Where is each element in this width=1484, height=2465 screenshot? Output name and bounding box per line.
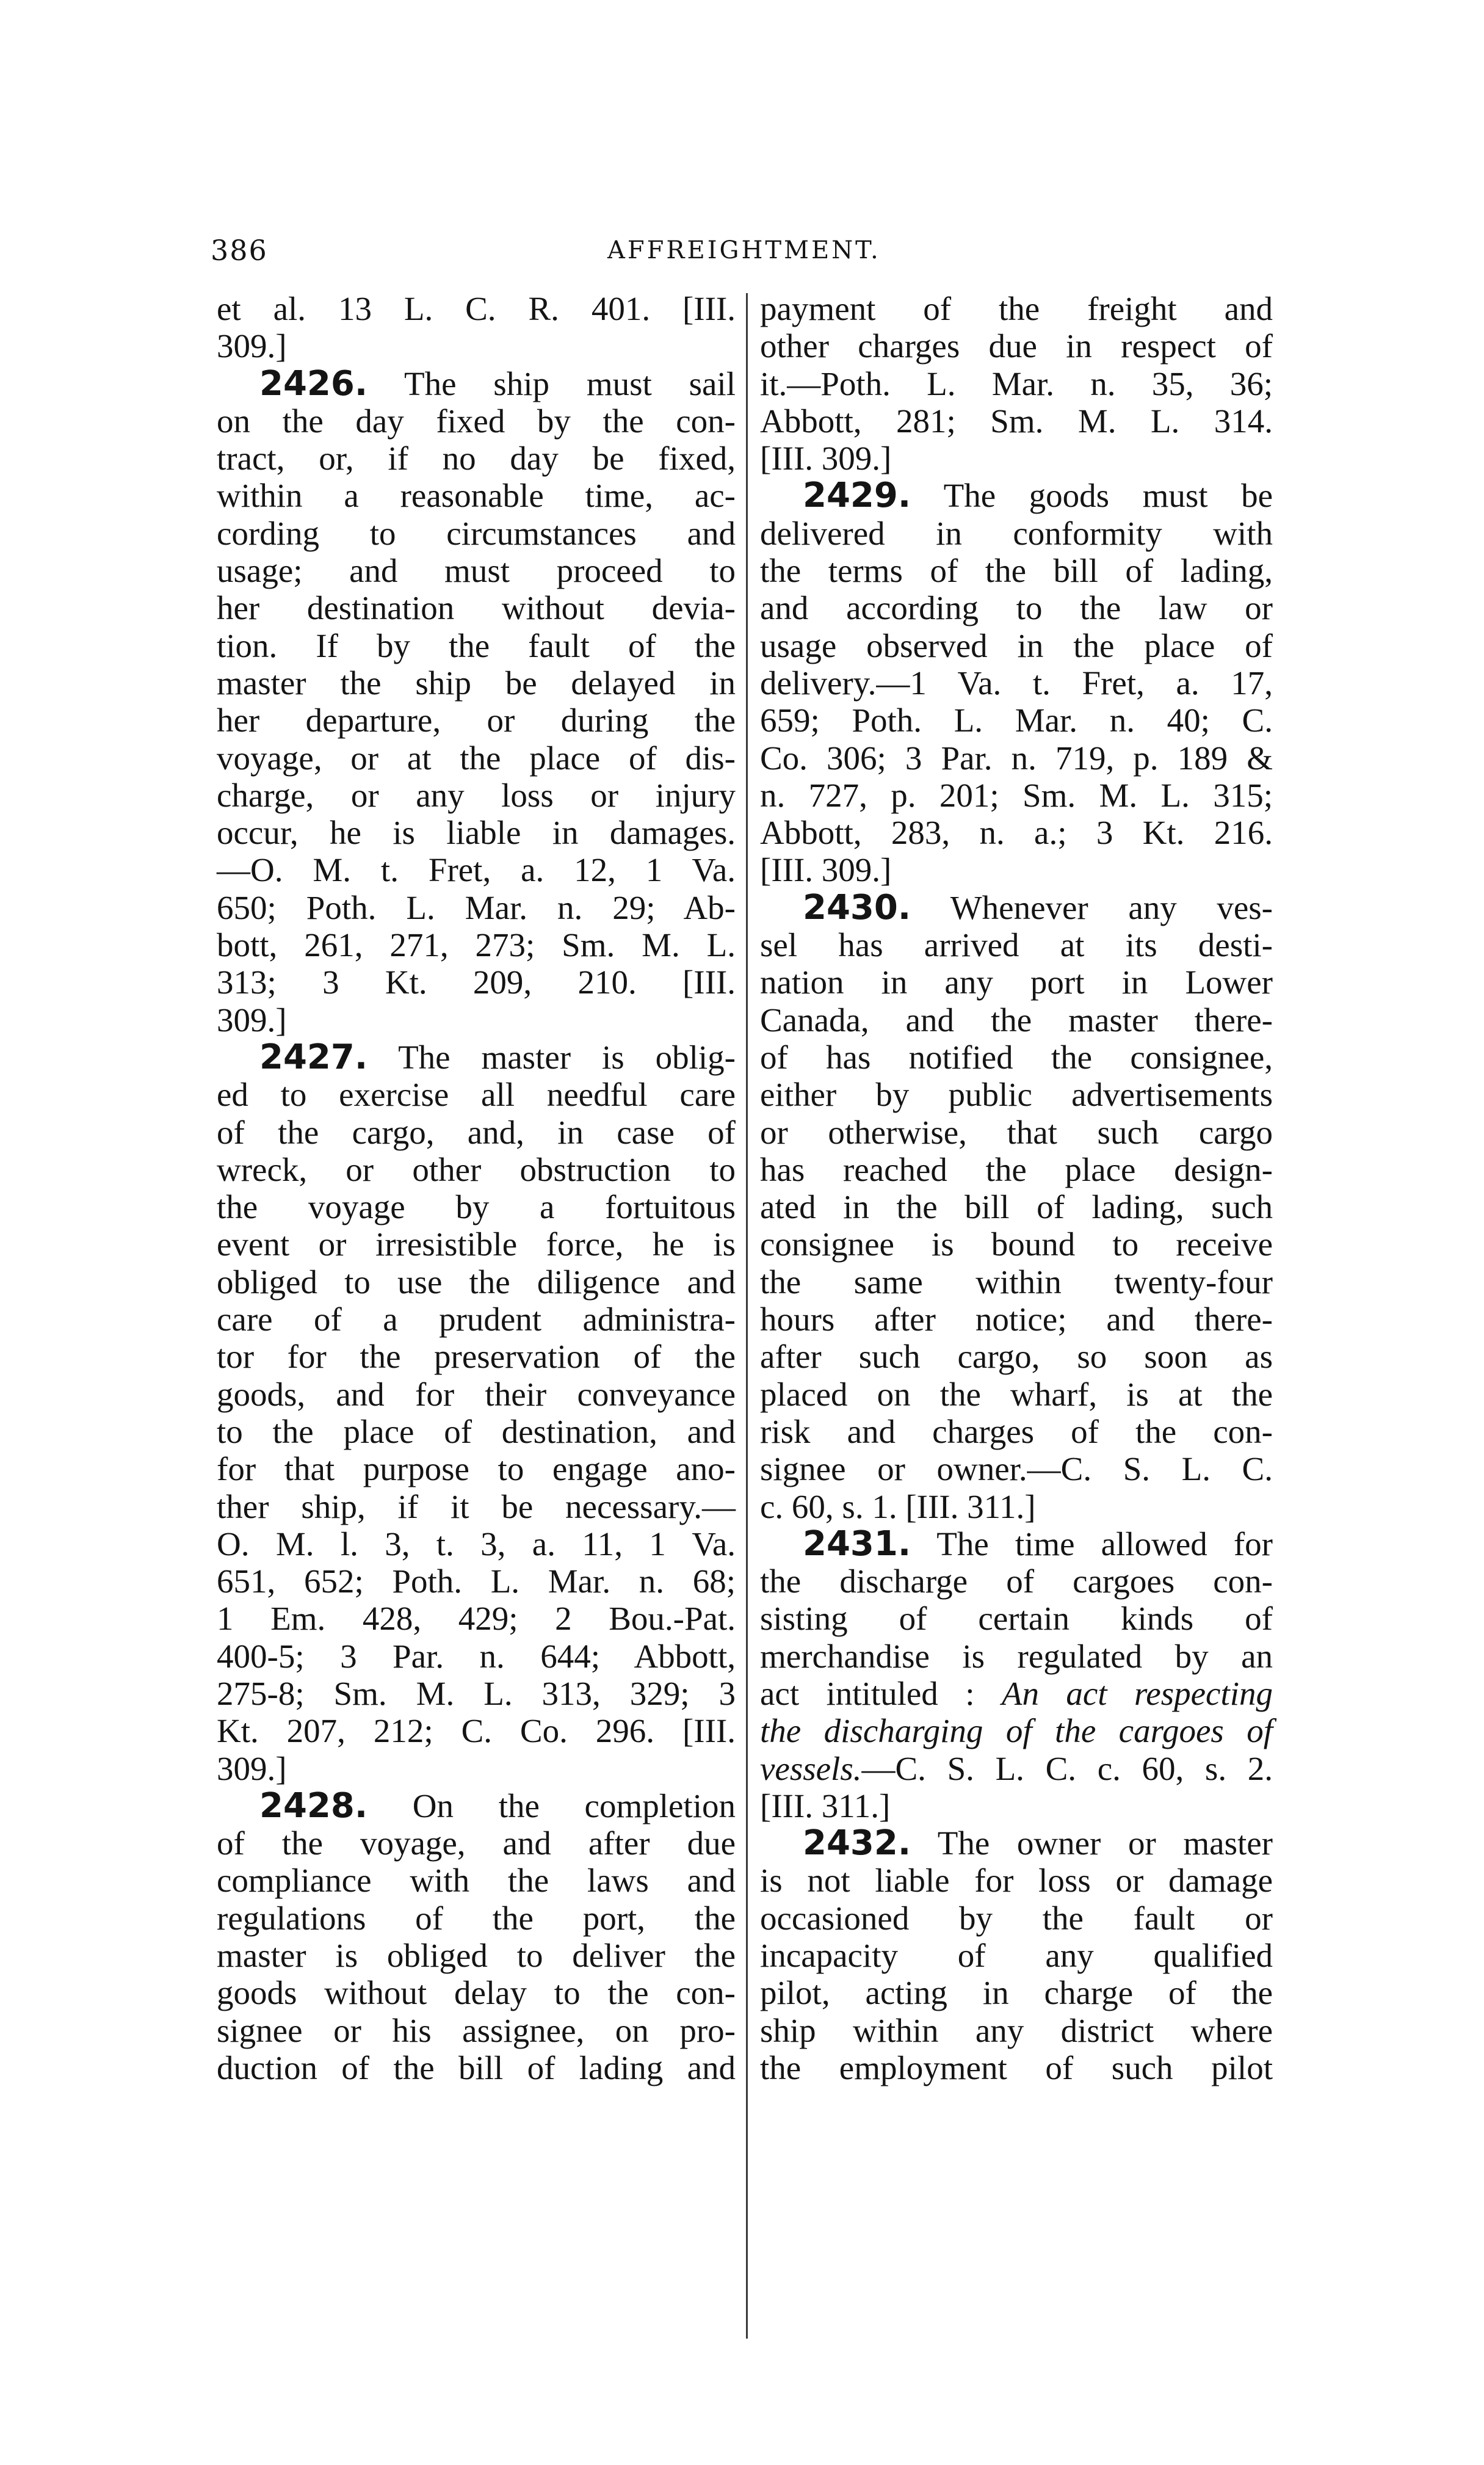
- line-text: payment of the freight and: [760, 290, 1273, 327]
- right-column: [760, 290, 1273, 2086]
- text-line: [760, 1638, 1273, 1675]
- line-text: charge, or any loss or injury: [217, 776, 736, 814]
- article-number: 2431.: [803, 1523, 911, 1564]
- text-line: [760, 1787, 1273, 1824]
- text-line: [217, 1301, 736, 1338]
- line-text: [III. 309.]: [760, 440, 892, 477]
- line-text: of has notified the consignee,: [760, 1038, 1273, 1076]
- line-text: Co. 306; 3 Par. n. 719, p. 189 &: [760, 739, 1273, 777]
- text-line: [760, 777, 1273, 814]
- text-line: [760, 1937, 1273, 1974]
- article-number: 2428.: [259, 1785, 368, 1826]
- text-line: [217, 327, 736, 365]
- text-line: [760, 1712, 1273, 1749]
- line-text: after such cargo, so soon as: [760, 1338, 1273, 1376]
- text-line: [760, 926, 1273, 964]
- text-line: [217, 1750, 736, 1787]
- line-text: or otherwise, that such cargo: [760, 1113, 1273, 1151]
- line-text: duction of the bill of lading and: [217, 2049, 736, 2086]
- text-line: [217, 777, 736, 814]
- text-line: [760, 739, 1273, 777]
- text-line: [217, 1675, 736, 1712]
- line-text: of the cargo, and, in case of: [217, 1113, 736, 1151]
- line-text: delivery.—1 Va. t. Fret, a. 17,: [760, 664, 1273, 702]
- article-number: 2432.: [803, 1823, 911, 1864]
- line-text: her departure, or during the: [217, 702, 736, 739]
- line-text: cording to circumstances and: [217, 514, 736, 552]
- text-line: [760, 814, 1273, 851]
- section-start-line: [217, 1039, 736, 1076]
- line-text: n. 727, p. 201; Sm. M. L. 315;: [760, 776, 1273, 814]
- text-line: [760, 365, 1273, 402]
- running-title: AFFREIGHTMENT.: [607, 236, 881, 264]
- line-text: either by public advertisements: [760, 1076, 1273, 1114]
- text-line: [217, 1188, 736, 1225]
- text-line: [217, 1525, 736, 1563]
- line-text: the discharge of cargoes con-: [760, 1563, 1273, 1600]
- text-line: [217, 1900, 736, 1937]
- text-line: [760, 440, 1273, 477]
- text-line: [760, 627, 1273, 664]
- line-text: placed on the wharf, is at the: [760, 1375, 1273, 1413]
- text-line: [760, 552, 1273, 589]
- text-line: [760, 1001, 1273, 1039]
- line-text: master is obliged to deliver the: [217, 1937, 736, 1975]
- italic-title: the discharging of the cargoes of: [760, 1712, 1273, 1750]
- text-line: [217, 1563, 736, 1600]
- line-text: signee or his assignee, on pro-: [217, 2011, 736, 2049]
- text-line: [760, 2049, 1273, 2086]
- text-line: [217, 1450, 736, 1487]
- line-text: hours after notice; and there-: [760, 1301, 1273, 1338]
- line-text: ship within any district where: [760, 2011, 1273, 2049]
- line-text: sel has arrived at its desti-: [760, 926, 1273, 964]
- article-number: 2429.: [803, 476, 911, 516]
- line-text: Abbott, 281; Sm. M. L. 314.: [760, 402, 1273, 440]
- line-text: ated in the bill of lading, such: [760, 1188, 1273, 1226]
- text-line: [760, 589, 1273, 626]
- line-text: act intituled :: [760, 1674, 1002, 1712]
- italic-title: An act respecting: [1001, 1674, 1273, 1712]
- text-line: [217, 1413, 736, 1450]
- article-number: 2427.: [259, 1037, 368, 1077]
- text-line: [217, 1712, 736, 1749]
- line-text: risk and charges of the con-: [760, 1412, 1273, 1450]
- text-line: [217, 1638, 736, 1675]
- line-text: 313; 3 Kt. 209, 210. [III.: [217, 964, 736, 1001]
- text-line: [217, 589, 736, 626]
- line-text: the same within twenty-four: [760, 1263, 1273, 1301]
- text-line: [217, 1376, 736, 1413]
- text-line: [760, 327, 1273, 365]
- text-line: [217, 1862, 736, 1899]
- text-line: [217, 851, 736, 888]
- text-line: [760, 1188, 1273, 1225]
- line-text: Whenever any ves-: [911, 888, 1273, 926]
- line-text: pilot, acting in charge of the: [760, 1974, 1273, 2012]
- line-text: 1 Em. 428, 429; 2 Bou.-Pat.: [217, 1600, 736, 1638]
- text-line: [760, 664, 1273, 702]
- text-line: [217, 290, 736, 327]
- line-text: —C. S. L. C. c. 60, s. 2.: [861, 1749, 1273, 1787]
- line-text: tor for the preservation of the: [217, 1338, 736, 1376]
- line-text: The time allowed for: [911, 1525, 1273, 1563]
- text-line: [217, 1225, 736, 1263]
- line-text: master the ship be delayed in: [217, 664, 736, 702]
- text-line: [760, 1151, 1273, 1188]
- line-text: 650; Poth. L. Mar. n. 29; Ab-: [217, 888, 736, 926]
- line-text: usage; and must proceed to: [217, 552, 736, 590]
- left-column: [217, 290, 736, 2086]
- line-text: compliance with the laws and: [217, 1862, 736, 1900]
- line-text: 400-5; 3 Par. n. 644; Abbott,: [217, 1637, 736, 1675]
- text-line: [217, 1001, 736, 1039]
- line-text: 651, 652; Poth. L. Mar. n. 68;: [217, 1563, 736, 1600]
- line-text: The master is oblig-: [367, 1038, 736, 1076]
- line-text: the voyage by a fortuitous: [217, 1188, 736, 1226]
- line-text: has reached the place design-: [760, 1150, 1273, 1188]
- text-line: [760, 1974, 1273, 2011]
- line-text: Kt. 207, 212; C. Co. 296. [III.: [217, 1712, 736, 1750]
- column-divider: [746, 293, 748, 2339]
- line-text: Canada, and the master there-: [760, 1001, 1273, 1039]
- text-line: [760, 1263, 1273, 1301]
- line-text: 309.]: [217, 1001, 287, 1039]
- line-text: her destination without devia-: [217, 589, 736, 627]
- text-line: [217, 1263, 736, 1301]
- text-line: [217, 2049, 736, 2086]
- line-text: for that purpose to engage ano-: [217, 1450, 736, 1488]
- text-line: [760, 1114, 1273, 1151]
- line-text: bott, 261, 271, 273; Sm. M. L.: [217, 926, 736, 964]
- text-line: [217, 2012, 736, 2049]
- line-text: voyage, or at the place of dis-: [217, 739, 736, 777]
- line-text: tract, or, if no day be fixed,: [217, 440, 736, 477]
- line-text: consignee is bound to receive: [760, 1225, 1273, 1263]
- line-text: [III. 309.]: [760, 851, 892, 889]
- line-text: of the voyage, and after due: [217, 1824, 736, 1862]
- text-line: [760, 1039, 1273, 1076]
- text-line: [217, 477, 736, 514]
- line-text: other charges due in respect of: [760, 327, 1273, 365]
- section-start-line: [760, 1525, 1273, 1563]
- line-text: goods, and for their conveyance: [217, 1375, 736, 1413]
- line-text: signee or owner.—C. S. L. C.: [760, 1450, 1273, 1488]
- line-text: and according to the law or: [760, 589, 1273, 627]
- text-line: [760, 702, 1273, 739]
- line-text: usage observed in the place of: [760, 626, 1273, 664]
- line-text: The ship must sail: [367, 365, 736, 402]
- page-number: 386: [211, 234, 268, 267]
- text-line: [217, 889, 736, 926]
- line-text: The owner or master: [911, 1824, 1273, 1862]
- line-text: O. M. l. 3, t. 3, a. 11, 1 Va.: [217, 1525, 736, 1563]
- line-text: On the completion: [367, 1787, 736, 1824]
- text-line: [217, 664, 736, 702]
- line-text: The goods must be: [911, 477, 1273, 515]
- line-text: delivered in conformity with: [760, 514, 1273, 552]
- line-text: occasioned by the fault or: [760, 1899, 1273, 1937]
- line-text: 309.]: [217, 327, 287, 365]
- line-text: it.—Poth. L. Mar. n. 35, 36;: [760, 365, 1273, 402]
- text-line: [217, 702, 736, 739]
- text-line: [760, 851, 1273, 888]
- line-text: the employment of such pilot: [760, 2049, 1273, 2086]
- article-number: 2430.: [803, 887, 911, 928]
- line-text: et al. 13 L. C. R. 401. [III.: [217, 290, 736, 327]
- text-line: [760, 2012, 1273, 2049]
- section-start-line: [760, 477, 1273, 514]
- text-line: [760, 1413, 1273, 1450]
- text-line: [760, 1675, 1273, 1712]
- text-line: [217, 926, 736, 964]
- text-line: [217, 1974, 736, 2011]
- text-line: [760, 1338, 1273, 1375]
- line-text: 309.]: [217, 1749, 287, 1787]
- text-line: [217, 552, 736, 589]
- line-text: 275-8; Sm. M. L. 313, 329; 3: [217, 1674, 736, 1712]
- text-line: [217, 1600, 736, 1637]
- line-text: ed to exercise all needful care: [217, 1076, 736, 1114]
- line-text: is not liable for loss or damage: [760, 1862, 1273, 1900]
- text-line: [217, 1338, 736, 1375]
- text-line: [760, 1900, 1273, 1937]
- text-line: [217, 814, 736, 851]
- line-text: Abbott, 283, n. a.; 3 Kt. 216.: [760, 814, 1273, 852]
- line-text: to the place of destination, and: [217, 1412, 736, 1450]
- text-line: [760, 964, 1273, 1001]
- text-line: [217, 402, 736, 440]
- line-text: goods without delay to the con-: [217, 1974, 736, 2012]
- line-text: obliged to use the diligence and: [217, 1263, 736, 1301]
- line-text: event or irresistible force, he is: [217, 1225, 736, 1263]
- line-text: c. 60, s. 1. [III. 311.]: [760, 1487, 1036, 1525]
- line-text: wreck, or other obstruction to: [217, 1150, 736, 1188]
- text-line: [217, 964, 736, 1001]
- section-start-line: [217, 365, 736, 402]
- line-text: 659; Poth. L. Mar. n. 40; C.: [760, 702, 1273, 739]
- text-line: [217, 1151, 736, 1188]
- text-line: [760, 1488, 1273, 1525]
- article-number: 2426.: [259, 363, 368, 404]
- line-text: incapacity of any qualified: [760, 1937, 1273, 1975]
- text-line: [760, 290, 1273, 327]
- text-line: [760, 1076, 1273, 1113]
- text-line: [217, 515, 736, 552]
- line-text: regulations of the port, the: [217, 1899, 736, 1937]
- text-line: [760, 1225, 1273, 1263]
- text-line: [760, 402, 1273, 440]
- text-line: [760, 1301, 1273, 1338]
- text-line: [217, 1114, 736, 1151]
- text-line: [760, 515, 1273, 552]
- line-text: occur, he is liable in damages.: [217, 814, 736, 852]
- line-text: care of a prudent administra-: [217, 1301, 736, 1338]
- text-line: [217, 1076, 736, 1113]
- line-text: ther ship, if it be necessary.—: [217, 1487, 736, 1525]
- text-line: [217, 440, 736, 477]
- line-text: nation in any port in Lower: [760, 964, 1273, 1001]
- line-text: —O. M. t. Fret, a. 12, 1 Va.: [217, 851, 736, 889]
- line-text: [III. 311.]: [760, 1787, 891, 1824]
- section-start-line: [760, 1824, 1273, 1862]
- text-line: [217, 1824, 736, 1862]
- section-start-line: [217, 1787, 736, 1824]
- line-text: tion. If by the fault of the: [217, 626, 736, 664]
- page-header: [205, 211, 1279, 272]
- text-line: [760, 1600, 1273, 1637]
- line-text: sisting of certain kinds of: [760, 1600, 1273, 1638]
- text-line: [760, 1750, 1273, 1787]
- text-line: [760, 1563, 1273, 1600]
- section-start-line: [760, 889, 1273, 926]
- text-line: [217, 1488, 736, 1525]
- line-text: merchandise is regulated by an: [760, 1637, 1273, 1675]
- text-line: [217, 627, 736, 664]
- italic-title: vessels.: [760, 1749, 862, 1787]
- text-line: [217, 1937, 736, 1974]
- line-text: on the day fixed by the con-: [217, 402, 736, 440]
- text-line: [760, 1376, 1273, 1413]
- text-line: [760, 1862, 1273, 1899]
- text-line: [760, 1450, 1273, 1487]
- text-line: [217, 739, 736, 777]
- line-text: within a reasonable time, ac-: [217, 477, 736, 515]
- line-text: the terms of the bill of lading,: [760, 552, 1273, 590]
